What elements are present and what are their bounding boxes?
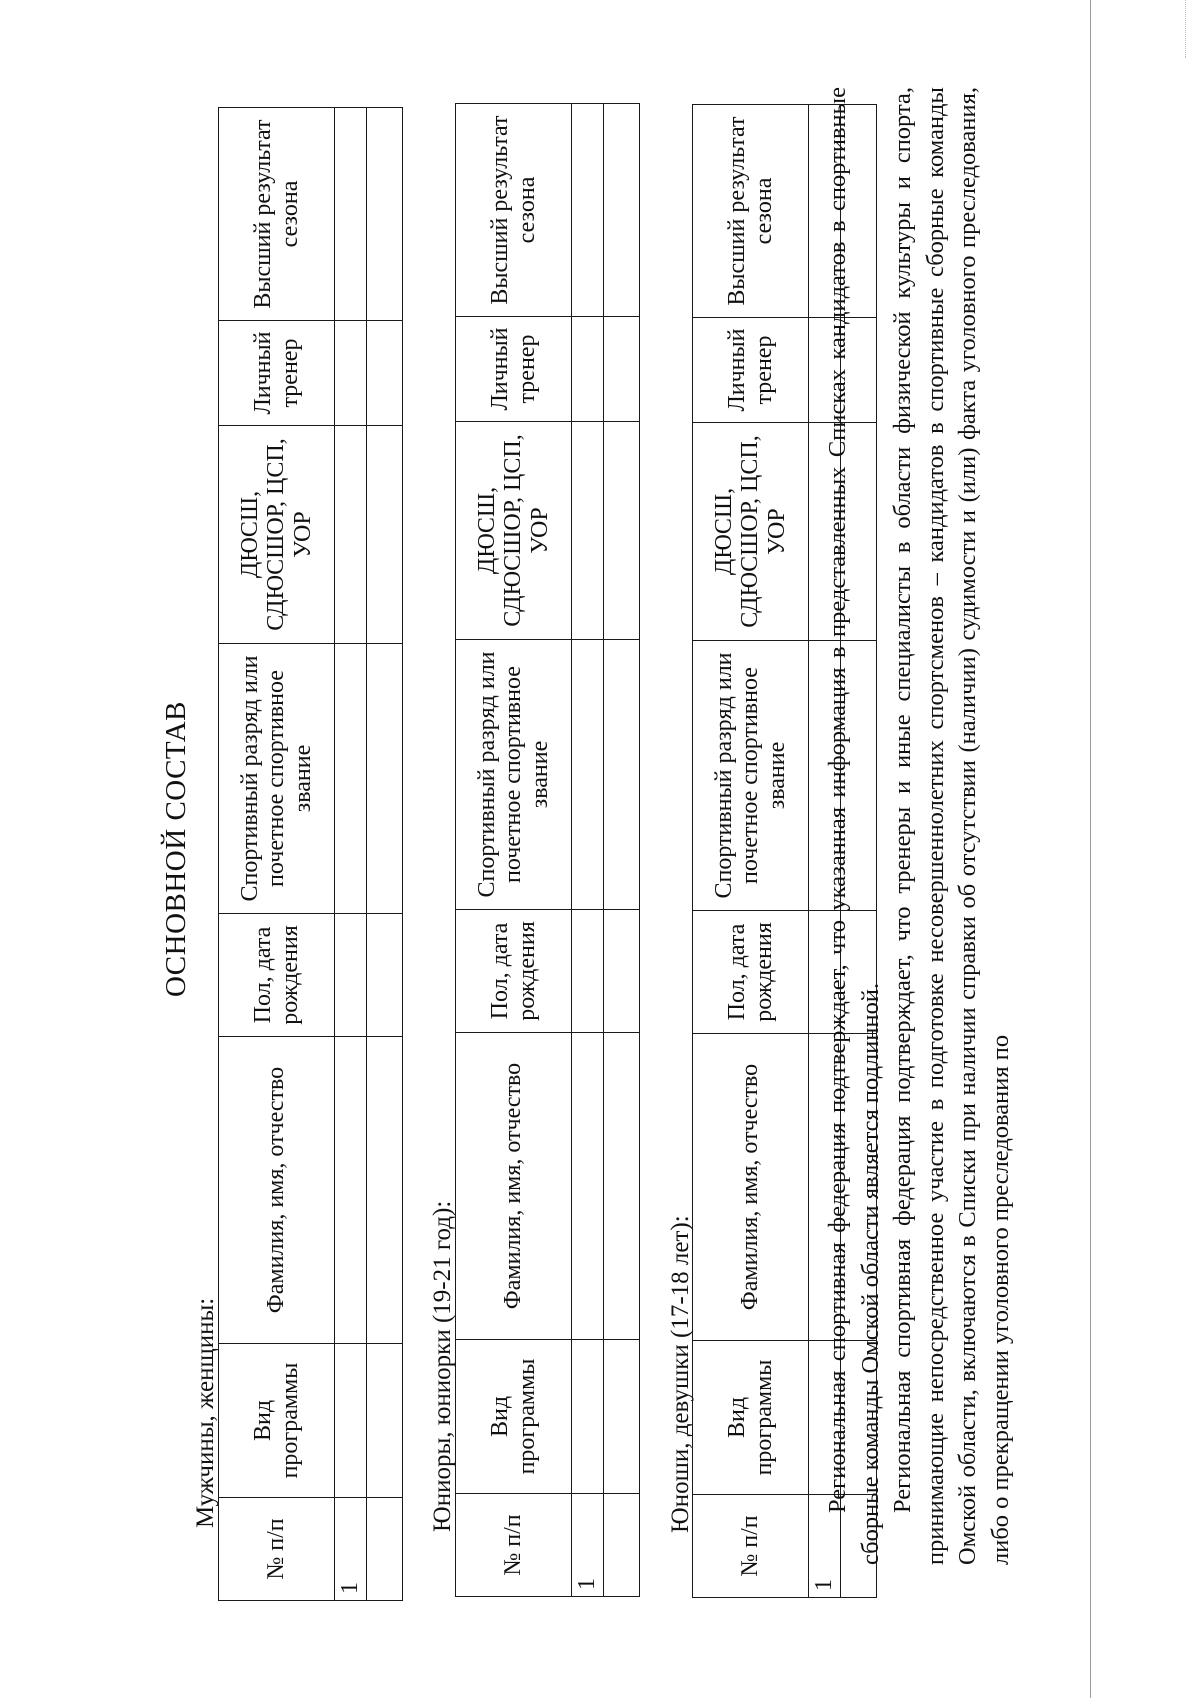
col-header-coach: Личный тренер <box>693 318 809 423</box>
table-cell <box>572 104 604 317</box>
table-cell <box>572 640 604 910</box>
section-label-juniors: Юниоры, юниорки (19-21 год): <box>429 1200 456 1532</box>
col-header-name: Фамилия, имя, отчество <box>219 1037 335 1344</box>
table-cell <box>335 1037 367 1344</box>
row-number: 1 <box>809 1495 841 1598</box>
col-header-name: Фамилия, имя, отчество <box>693 1034 809 1341</box>
col-header-rank: Спортивный разряд или почетное спортивное звание <box>219 644 335 914</box>
table-cell <box>604 1494 640 1597</box>
col-header-sex-dob: Пол, дата рождения <box>219 914 335 1037</box>
col-header-sex-dob: Пол, дата рождения <box>456 910 572 1033</box>
section-label-adults: Мужчины, женщины: <box>192 1297 219 1528</box>
col-header-num: № п/п <box>219 1498 335 1601</box>
table-row <box>604 104 640 1597</box>
row-number: 1 <box>335 1498 367 1601</box>
row-number: 1 <box>572 1494 604 1597</box>
table-cell <box>335 321 367 426</box>
table-cell <box>335 426 367 644</box>
col-header-coach: Личный тренер <box>456 317 572 422</box>
col-header-school: ДЮСШ, СДЮСШОР, ЦСП, УОР <box>219 426 335 644</box>
table-header-row <box>219 108 335 1601</box>
col-header-program: Вид программы <box>693 1341 809 1495</box>
page-title: ОСНОВНОЙ СОСТАВ <box>160 701 192 997</box>
table-header-row <box>693 105 809 1598</box>
notes-block <box>822 87 1017 1565</box>
col-header-sex-dob: Пол, дата рождения <box>693 911 809 1034</box>
col-header-best: Высший результат сезона <box>456 104 572 317</box>
table-cell <box>367 1037 403 1344</box>
col-header-name: Фамилия, имя, отчество <box>456 1033 572 1340</box>
table-cell <box>572 1340 604 1494</box>
table-cell <box>572 1033 604 1340</box>
roster-table-juniors <box>455 103 640 1597</box>
col-header-program: Вид программы <box>219 1344 335 1498</box>
note-paragraph: Региональная спортивная федерация подтверждает, что указанная информация в представленных Списках кандидатов в спортивные сборные команды Омской области является подлинной. <box>824 87 884 1565</box>
table-cell <box>572 422 604 640</box>
table-cell <box>604 1340 640 1494</box>
col-header-num: № п/п <box>456 1494 572 1597</box>
scan-edge-marks <box>1185 0 1190 58</box>
table-cell <box>367 321 403 426</box>
col-header-school: ДЮСШ, СДЮСШОР, ЦСП, УОР <box>693 423 809 641</box>
table-cell <box>367 1498 403 1601</box>
table-cell <box>367 1344 403 1498</box>
table-cell <box>604 1033 640 1340</box>
table-cell <box>572 317 604 422</box>
table-cell <box>367 644 403 914</box>
col-header-rank: Спортивный разряд или почетное спортивное звание <box>693 641 809 911</box>
table-cell <box>367 426 403 644</box>
col-header-rank: Спортивный разряд или почетное спортивное звание <box>456 640 572 910</box>
table-cell <box>572 910 604 1033</box>
table-cell <box>335 644 367 914</box>
table-cell <box>335 108 367 321</box>
table-cell <box>604 910 640 1033</box>
table-row <box>572 104 604 1597</box>
section-label-youth: Юноши, девушки (17-18 лет): <box>667 1215 694 1533</box>
table-cell <box>604 422 640 640</box>
roster-table-adults <box>218 107 403 1601</box>
table-header-row <box>456 104 572 1597</box>
table-cell <box>367 108 403 321</box>
col-header-program: Вид программы <box>456 1340 572 1494</box>
table-cell <box>604 104 640 317</box>
table-cell <box>604 640 640 910</box>
table-row <box>335 108 367 1601</box>
col-header-best: Высший результат сезона <box>693 105 809 318</box>
table-cell <box>367 914 403 1037</box>
table-cell <box>335 914 367 1037</box>
col-header-school: ДЮСШ, СДЮСШОР, ЦСП, УОР <box>456 422 572 640</box>
col-header-best: Высший результат сезона <box>219 108 335 321</box>
note-paragraph: Региональная спортивная федерация подтверждает, что тренеры и иные специалисты в области физической культуры и спорта, принимающие непосредственное участие в подготовке несовершеннолетних спортсменов – кандидатов в спортивные сборные команды Омской области, включаются в Списки при наличии справки об отсутствии (наличии) судимости и (или) факта уголовного преследования, либо о прекращении уголовного преследования по <box>889 87 1014 1565</box>
scan-edge-line <box>1090 0 1091 1698</box>
col-header-num: № п/п <box>693 1495 809 1598</box>
table-cell <box>604 317 640 422</box>
table-row <box>367 108 403 1601</box>
table-cell <box>335 1344 367 1498</box>
col-header-coach: Личный тренер <box>219 321 335 426</box>
